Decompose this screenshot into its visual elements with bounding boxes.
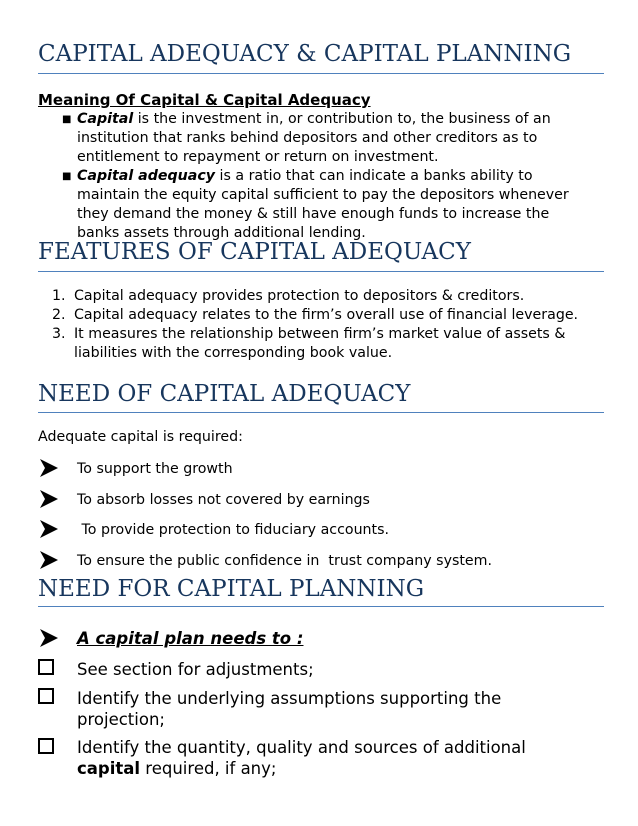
arrow-bullet-icon (38, 487, 60, 511)
arrow-bullet-icon (38, 456, 60, 480)
list-item: 3. It measures the relationship between firm’s market value of assets & (52, 326, 566, 342)
need-adequacy-heading: NEED OF CAPITAL ADEQUACY (38, 381, 411, 407)
arrow-bullet-icon (38, 626, 60, 650)
title-rule (38, 271, 604, 272)
features-heading: FEATURES OF CAPITAL ADEQUACY (38, 239, 471, 265)
list-item: To ensure the public confidence in trust company system. (77, 553, 492, 569)
checkbox-icon (38, 688, 54, 704)
arrow-bullet-icon (38, 517, 60, 541)
list-item: 2. Capital adequacy relates to the firm’s overall use of financial leverage. (52, 307, 579, 323)
title-rule (38, 606, 604, 607)
list-item: See section for adjustments; (77, 660, 314, 679)
list-item: To provide protection to fiduciary accounts. (77, 522, 390, 538)
bullet-square-icon: ■ (62, 171, 72, 182)
list-item: Identify the underlying assumptions supporting the projection; (77, 689, 502, 729)
page-title: CAPITAL ADEQUACY & CAPITAL PLANNING (38, 41, 572, 67)
arrow-bullet-icon (38, 548, 60, 572)
checkbox-icon (38, 738, 54, 754)
list-item: Identify the quantity, quality and sources of additional capital required, if any; (77, 738, 526, 778)
bullet-square-icon: ■ (62, 114, 72, 125)
title-rule (38, 73, 604, 74)
list-item: 1. Capital adequacy provides protection to depositors & creditors. (52, 288, 525, 304)
meaning-subtitle: Meaning Of Capital & Capital Adequacy (38, 91, 371, 109)
title-rule (38, 412, 604, 413)
capital-adequacy-definition: Capital adequacy is a ratio that can indicate a banks ability to maintain the equity capital sufficient to pay the depositors whenever they demand the money & still have enough funds to increase the banks assets through additional lending. (77, 168, 569, 241)
feature-list: 1. Capital adequacy provides protection to depositors & creditors. 2. Capital adequacy relates to the firm’s overall use of financial leverage. 3. It measures the relationship between firm’s market value of assets & liabilities with the corresponding book value. (52, 288, 579, 361)
checkbox-icon (38, 659, 54, 675)
need-planning-heading: NEED FOR CAPITAL PLANNING (38, 576, 425, 602)
list-item: To support the growth (77, 461, 233, 477)
capital-definition: Capital is the investment in, or contribution to, the business of an institution that ranks behind depositors and other creditors as to entitlement to repayment or return on investment. (77, 111, 551, 165)
capital-plan-lead: A capital plan needs to : (77, 629, 304, 648)
need-intro: Adequate capital is required: (38, 429, 243, 445)
list-item: To absorb losses not covered by earnings (77, 492, 370, 508)
